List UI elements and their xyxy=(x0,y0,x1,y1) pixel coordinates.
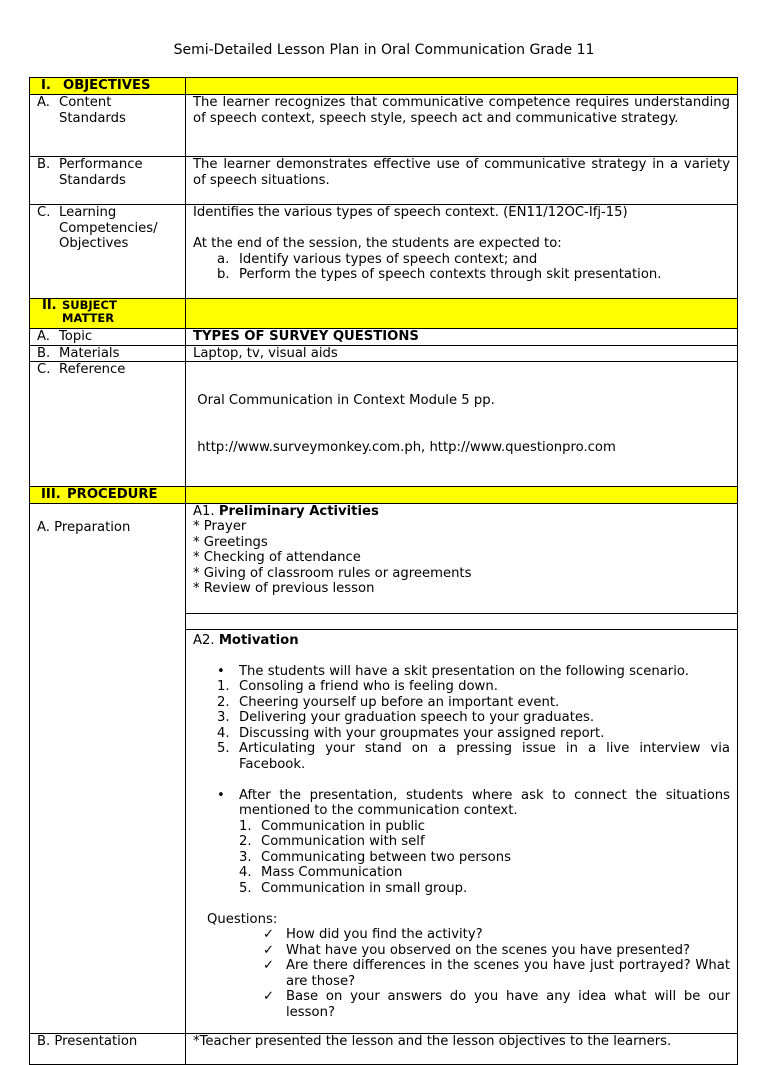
motivation-bullets xyxy=(193,664,730,680)
list-item: * Greetings xyxy=(193,534,268,550)
presentation-label: B. Presentation xyxy=(30,1033,186,1064)
learning-competencies-row xyxy=(30,205,738,299)
motivation-bullets xyxy=(193,788,730,819)
presentation-text: *Teacher presented the lesson and the lesson objectives to the learners. xyxy=(186,1033,738,1064)
performance-standards-row xyxy=(30,157,738,205)
reference-line: Oral Communication in Context Module 5 pp. xyxy=(193,393,495,408)
check-icon: ✓ xyxy=(263,989,275,1004)
motivation-content xyxy=(186,629,738,1033)
subject-header-fill xyxy=(186,299,738,329)
questions-label: Questions: xyxy=(207,911,278,927)
materials-text: Laptop, tv, visual aids xyxy=(186,345,738,362)
list-item: 5. Articulating your stand on a pressing issue in a live interview via Facebook. xyxy=(217,741,730,772)
check-icon: ✓ xyxy=(263,958,275,973)
procedure-header-fill xyxy=(186,487,738,504)
content-standards-row xyxy=(30,95,738,157)
procedure-header: III. PROCEDURE xyxy=(30,487,186,504)
bullet-icon: • xyxy=(217,663,225,679)
list-item: ✓ What have you observed on the scenes you have presented? xyxy=(263,942,690,958)
lesson-plan-table xyxy=(29,77,738,1065)
subject-header-row xyxy=(30,299,738,329)
list-item: * Prayer xyxy=(193,519,247,534)
objectives-header-fill xyxy=(186,78,738,95)
list-item: ✓ Are there differences in the scenes you have just portrayed? What are those? xyxy=(263,958,730,989)
preliminary-heading: A1. Preliminary Activities xyxy=(193,503,379,519)
materials-label: B. Materials xyxy=(30,345,186,362)
preliminary-activities xyxy=(186,503,738,613)
list-item: 1. Communication in public xyxy=(239,818,426,834)
preliminary-row xyxy=(30,503,738,613)
list-item: 2. Communication with self xyxy=(239,834,425,849)
list-item: 5. Communication in small group. xyxy=(239,880,468,896)
list-item: ✓ How did you find the activity? xyxy=(263,927,483,942)
list-item: 4. Discussing with your groupmates your assigned report. xyxy=(217,725,605,741)
list-item: b. Perform the types of speech contexts through skit presentation. xyxy=(217,267,662,282)
list-item: 4. Mass Communication xyxy=(239,865,403,880)
performance-standards-text: The learner demonstrates effective use of communicative strategy in a variety of speech situations. xyxy=(186,157,738,205)
competency-intro: At the end of the session, the students are expected to: xyxy=(193,236,562,251)
bullet-icon: • xyxy=(217,787,225,803)
topic-row xyxy=(30,329,738,346)
list-item: * Review of previous lesson xyxy=(193,581,375,596)
list-item: a. Identify various types of speech context; and xyxy=(217,251,538,267)
preparation-label: A. Preparation xyxy=(30,503,186,1033)
motivation-heading: A2. Motivation xyxy=(193,632,299,648)
list-item: 1. Consoling a friend who is feeling down. xyxy=(217,679,498,694)
list-item: * Giving of classroom rules or agreements xyxy=(193,565,472,581)
list-item: * Checking of attendance xyxy=(193,550,361,565)
competency-code-line: Identifies the various types of speech context. (EN11/12OC-Ifj-15) xyxy=(193,205,628,220)
content-standards-text: The learner recognizes that communicative competence requires understanding of speech context, speech style, speech act and communicative strategy. xyxy=(186,95,738,157)
materials-row xyxy=(30,345,738,362)
presentation-row xyxy=(30,1033,738,1064)
topic-text: TYPES OF SURVEY QUESTIONS xyxy=(186,329,738,346)
list-item: 3. Communicating between two persons xyxy=(239,849,511,865)
reference-label: C. Reference xyxy=(30,362,186,487)
list-item: • After the presentation, students where ask to connect the situations mentioned to the communication context. xyxy=(217,787,730,818)
competency-list xyxy=(193,252,730,283)
document-title: Semi-Detailed Lesson Plan in Oral Communication Grade 11 xyxy=(173,42,595,58)
list-item: 3. Delivering your graduation speech to your graduates. xyxy=(217,710,595,725)
questions-list xyxy=(193,927,730,1020)
subject-header: II. SUBJECT MATTER xyxy=(30,299,186,329)
list-item: 2. Cheering yourself up before an important event. xyxy=(217,694,560,710)
procedure-header-row xyxy=(30,487,738,504)
scenario-list xyxy=(193,679,730,772)
check-icon: ✓ xyxy=(263,927,275,942)
list-item: • The students will have a skit presentation on the following scenario. xyxy=(217,663,689,679)
objectives-header-row xyxy=(30,78,738,95)
objectives-header: I. OBJECTIVES xyxy=(30,78,186,95)
list-item: ✓ Base on your answers do you have any idea what will be our lesson? xyxy=(263,989,730,1020)
check-icon: ✓ xyxy=(263,942,275,958)
reference-line: http://www.surveymonkey.com.ph, http://www.questionpro.com xyxy=(193,439,616,455)
performance-standards-label: B. Performance Standards xyxy=(30,157,186,205)
learning-competencies-label: C. Learning Competencies/ Objectives xyxy=(30,205,186,299)
learning-competencies-content xyxy=(186,205,738,299)
reference-row xyxy=(30,362,738,487)
spacer-cell xyxy=(186,613,738,629)
reference-text xyxy=(186,362,738,487)
context-list xyxy=(193,819,730,897)
content-standards-label: A. Content Standards xyxy=(30,95,186,157)
topic-label: A. Topic xyxy=(30,329,186,346)
